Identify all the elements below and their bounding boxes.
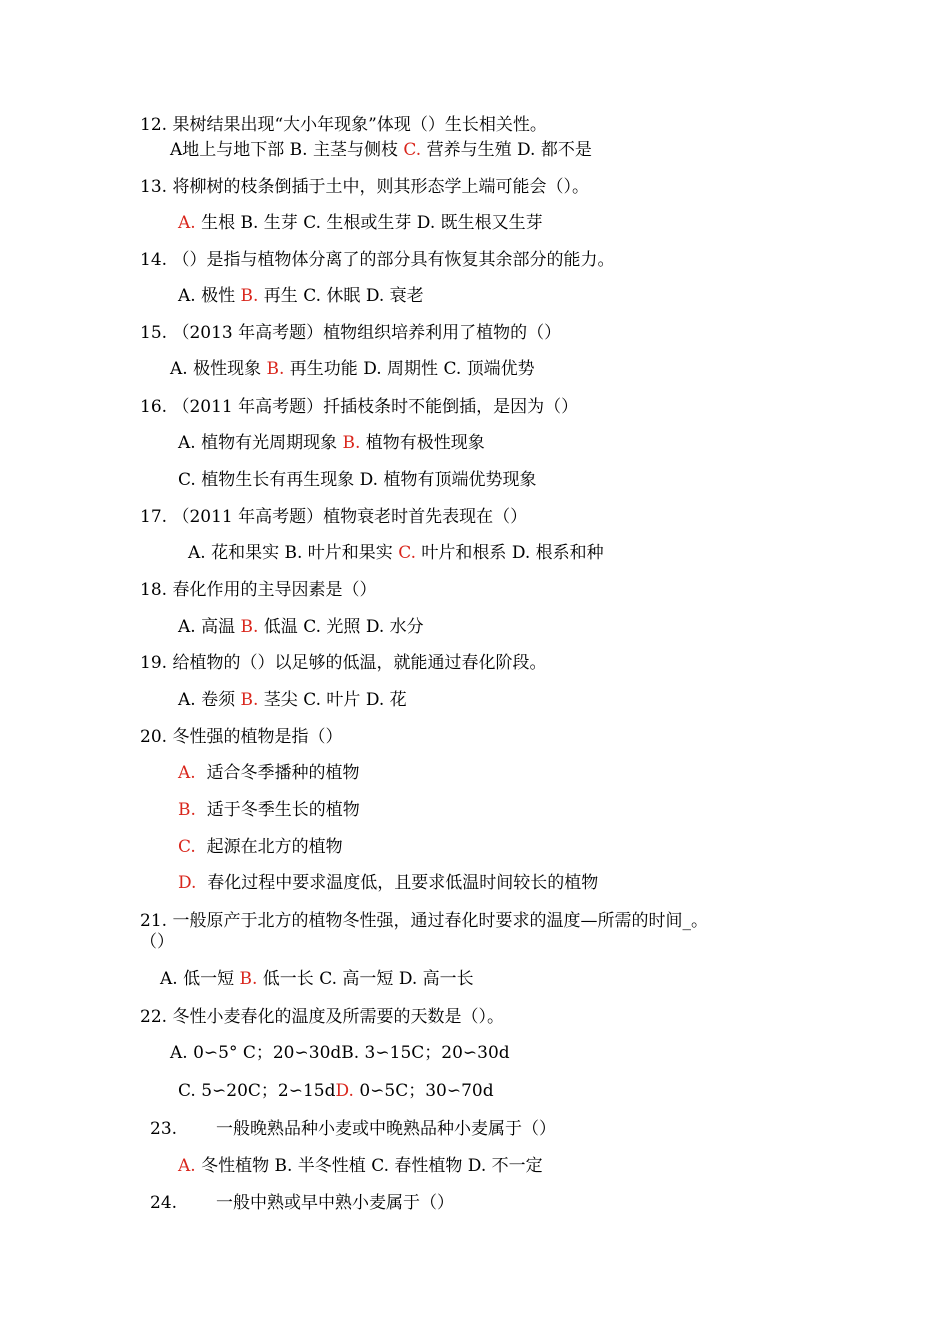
question-24: 一般中熟或早中熟小麦属于（） (216, 1193, 454, 1213)
question-20-option-b: B. 适于冬季生长的植物 (178, 800, 360, 820)
question-20: 20. 冬性强的植物是指（） (140, 727, 343, 747)
question-15-options: A. 极性现象 B. 再生功能 D. 周期性 C. 顶端优势 (170, 359, 535, 379)
question-22-options-1: A. 0∽5° C；20∽30dB. 3∽15C；20∽30d (170, 1043, 510, 1063)
question-23-number: 23. (150, 1119, 178, 1139)
question-19-options: A. 卷须 B. 茎尖 C. 叶片 D. 花 (178, 690, 407, 710)
answer-mark: B. (239, 969, 258, 989)
answer-mark: C. (178, 837, 196, 857)
question-14-options: A. 极性 B. 再生 C. 休眠 D. 衰老 (178, 286, 424, 306)
answer-mark: B. (240, 617, 259, 637)
answer-mark: A. (178, 1156, 196, 1176)
question-20-option-c: C. 起源在北方的植物 (178, 837, 343, 857)
answer-mark: B. (240, 286, 259, 306)
question-16-options-1: A. 植物有光周期现象 B. 植物有极性现象 (178, 433, 485, 453)
question-13-options: A. 生根 B. 生芽 C. 生根或生芽 D. 既生根又生芽 (178, 213, 543, 233)
question-16-options-2: C. 植物生长有再生现象 D. 植物有顶端优势现象 (178, 470, 537, 490)
answer-mark: B. (240, 690, 259, 710)
answer-mark: B. (342, 433, 361, 453)
answer-mark: C. (398, 543, 417, 563)
answer-mark: B. (266, 359, 285, 379)
answer-mark: D. (178, 873, 197, 893)
answer-mark: D. (335, 1081, 354, 1101)
question-22: 22. 冬性小麦春化的温度及所需要的天数是（）。 (140, 1007, 504, 1027)
answer-mark: B. (178, 800, 196, 820)
question-22-options-2: C. 5∽20C；2∽15dD. 0∽5C；30∽70d (178, 1081, 494, 1101)
question-18: 18. 春化作用的主导因素是（） (140, 580, 377, 600)
answer-mark: A. (178, 213, 196, 233)
question-17: 17. （2011 年高考题）植物衰老时首先表现在（） (140, 507, 528, 527)
question-14: 14. （）是指与植物体分离了的部分具有恢复其余部分的能力。 (140, 250, 615, 270)
question-23: 一般晚熟品种小麦或中晚熟品种小麦属于（） (216, 1119, 556, 1139)
question-21-options: A. 低一短 B. 低一长 C. 高一短 D. 高一长 (160, 969, 474, 989)
question-23-options: A. 冬性植物 B. 半冬性植 C. 春性植物 D. 不一定 (178, 1156, 543, 1176)
question-21-continuation: （） (140, 932, 174, 952)
question-12-options: A地上与地下部 B. 主茎与侧枝 C. 营养与生殖 D. 都不是 (170, 140, 592, 160)
answer-mark: C. (403, 140, 422, 160)
question-17-options: A. 花和果实 B. 叶片和果实 C. 叶片和根系 D. 根系和种 (188, 543, 604, 563)
question-12: 12. 果树结果出现“大小年现象”体现（）生长相关性。 (140, 115, 547, 135)
question-15: 15. （2013 年高考题）植物组织培养利用了植物的（） (140, 323, 562, 343)
question-24-number: 24. (150, 1193, 178, 1213)
question-16: 16. （2011 年高考题）扦插枝条时不能倒插，是因为（） (140, 397, 579, 417)
question-13: 13. 将柳树的枝条倒插于土中，则其形态学上端可能会（）。 (140, 177, 589, 197)
question-21: 21. 一般原产于北方的植物冬性强，通过春化时要求的温度—所需的时间_。 (140, 911, 708, 931)
question-18-options: A. 高温 B. 低温 C. 光照 D. 水分 (178, 617, 424, 637)
question-19: 19. 给植物的（）以足够的低温，就能通过春化阶段。 (140, 653, 547, 673)
answer-mark: A. (178, 763, 196, 783)
question-20-option-a: A. 适合冬季播种的植物 (178, 763, 360, 783)
question-20-option-d: D. 春化过程中要求温度低，且要求低温时间较长的植物 (178, 873, 599, 893)
